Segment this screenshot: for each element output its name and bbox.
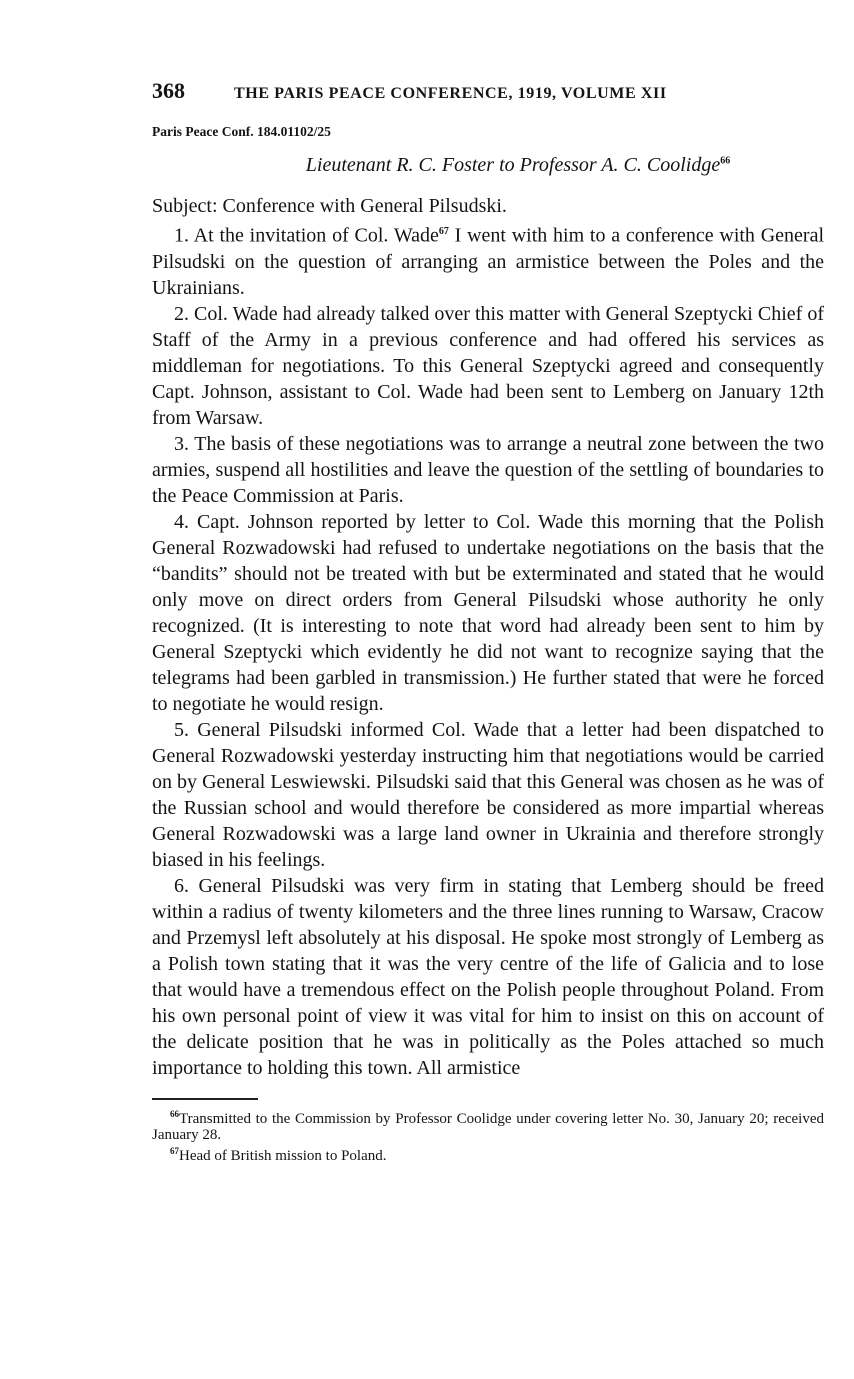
paragraph-6: 6. General Pilsudski was very firm in stating that Lemberg should be freed within a radius of twenty kilometers and the three lines running to Warsaw, Cracow and Przemysl left absolutely at his disposal. He spoke most strongly of Lemberg as a Polish town stating that it was the very centre of the life of Galicia and to lose that would have a tremendous effect on the Polish people throughout Poland. From his own personal point of view it was vital for him to insist on this on account of the delicate position that he was in politically as the Poles attached so much importance to holding this town. All armistice xyxy=(152,874,824,1079)
footnote-66 xyxy=(152,1106,824,1143)
file-reference: Paris Peace Conf. 184.01102/25 xyxy=(152,124,331,139)
footnote-67-marker: 67 xyxy=(170,1145,179,1156)
paragraph-1-footnote-marker: 67 xyxy=(438,226,449,237)
document-title-text: Lieutenant R. C. Foster to Professor A. C. Coolidge xyxy=(305,154,721,176)
running-head: THE PARIS PEACE CONFERENCE, 1919, VOLUME XII xyxy=(234,85,667,102)
subject-line: Subject: Conference with General Pilsudski. xyxy=(152,195,507,217)
paragraph-1-start: 1. At the invitation of Col. Wade xyxy=(174,224,439,247)
document-title xyxy=(152,154,824,177)
footnotes xyxy=(152,1106,824,1164)
page-number: 368 xyxy=(152,78,185,103)
page-header xyxy=(152,78,824,108)
footnote-66-text: Transmitted to the Commission by Professor Coolidge under covering letter No. 30, January 20; received January 28. xyxy=(152,1110,824,1143)
footnote-66-marker: 66 xyxy=(170,1108,179,1119)
paragraph-1 xyxy=(152,219,824,301)
footnote-67 xyxy=(152,1143,824,1164)
title-footnote-marker: 66 xyxy=(720,155,731,167)
paragraph-5: 5. General Pilsudski informed Col. Wade that a letter had been dispatched to General Rozwadowski yesterday instructing him that negotiations would be carried on by General Leswiewski. Pilsudski said that this General was chosen as he was of the Russian school and would therefore be considered as more impartial whereas General Rozwadowski was a large land owner in Ukrainia and therefore strongly biased in his feelings. xyxy=(152,718,824,871)
paragraph-4: 4. Capt. Johnson reported by letter to Col. Wade this morning that the Polish General Rozwadowski had refused to undertake negotiations on the basis that the “bandits” should not be treated with but be exterminated and stated that he would only move on direct orders from General Pilsudski whose authority he only recognized. (It is interesting to note that word had already been sent to him by General Szeptycki which evidently he did not want to recognize saying that the telegrams had been garbled in transmission.) He further stated that were he forced to negotiate he would resign. xyxy=(152,510,824,715)
paragraph-1-rest: I went with him to a conference with General Pilsudski on the question of arranging an armistice between the Poles and the Ukrainians. xyxy=(152,224,824,299)
paragraph-3: 3. The basis of these negotiations was to arrange a neutral zone between the two armies, suspend all hostilities and leave the question of the settling of boundaries to the Peace Commission at Paris. xyxy=(152,432,824,507)
paragraph-2: 2. Col. Wade had already talked over this matter with General Szeptycki Chief of Staff of the Army in a previous conference and had offered his services as middleman for negotiations. To this General Szeptycki agreed and consequently Capt. Johnson, assistant to Col. Wade had been sent to Lemberg on January 12th from Warsaw. xyxy=(152,302,824,429)
footnote-67-text: Head of British mission to Poland. xyxy=(179,1147,387,1164)
footnote-divider xyxy=(152,1098,258,1100)
body-text xyxy=(152,219,824,1081)
